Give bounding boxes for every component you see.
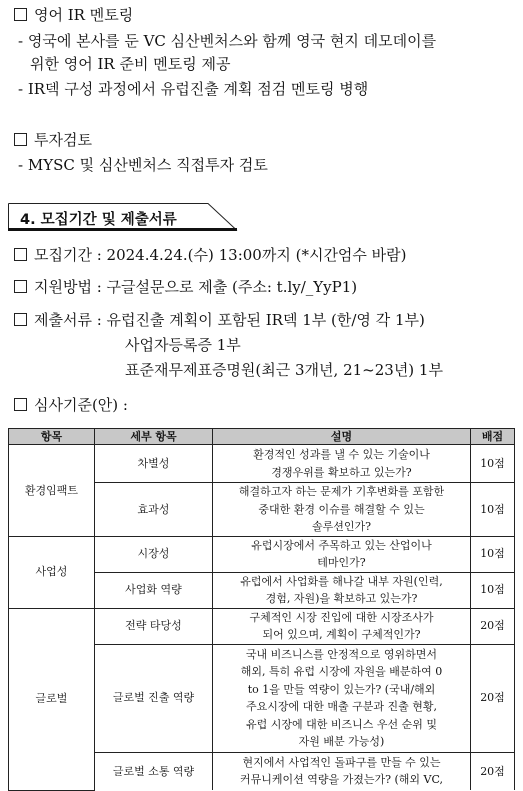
checkbox-square-icon: [14, 313, 27, 326]
continuation-line: 표준재무제표증명원(최근 3개년, 21~23년) 1부: [125, 361, 443, 379]
continuation-line: 사업자등록증 1부: [125, 336, 241, 354]
description-cell: 현지에서 사업적인 돌파구를 만들 수 있는 커뮤니케이션 역량을 가졌는가? (해외 VC,: [213, 752, 471, 790]
checkbox-square-icon: [14, 248, 27, 261]
item-cell: 글로벌 진출 역량: [95, 644, 213, 752]
score-cell: 20점: [471, 752, 515, 790]
checkbox-item: 모집기간 : 2024.4.24.(수) 13:00까지 (*시간엄수 바람): [14, 245, 407, 265]
description-cell: 환경적인 성과를 낼 수 있는 기술이나 경쟁우위를 확보하고 있는가?: [213, 445, 471, 483]
checkbox-item: 영어 IR 멘토링: [14, 5, 133, 25]
checkbox-item: 지원방법 : 구글설문으로 제출 (주소: t.ly/_YyP1): [14, 277, 357, 297]
category-cell: 글로벌: [9, 608, 95, 790]
table-row: [9, 536, 515, 572]
score-cell: 20점: [471, 644, 515, 752]
description-cell: 국내 비즈니스를 안정적으로 영위하면서 해외, 특히 유럽 시장에 자원을 배분하여 0 to 1을 만들 역량이 있는가? (국내/해외 주요시장에 대한 매출 구분과 진출 현황, 유럽 시장에 대한 비즈니스 우선 순위 및 자원 배분 가능성): [213, 644, 471, 752]
header-category: 항목: [9, 429, 95, 445]
section-heading: 4. 모집기간 및 제출서류: [8, 203, 238, 231]
checkbox-square-icon: [14, 398, 27, 411]
checkbox-item: 심사기준(안) :: [14, 395, 128, 415]
description-cell: 해결하고자 하는 문제가 기후변화를 포함한 중대한 환경 이슈를 해결할 수 있는 솔루션인가?: [213, 483, 471, 537]
score-cell: 10점: [471, 483, 515, 537]
score-cell: 20점: [471, 608, 515, 644]
continuation-line: 위한 영어 IR 준비 멘토링 제공: [30, 55, 231, 73]
score-cell: 10점: [471, 572, 515, 608]
dash-item: - MYSC 및 심산벤처스 직접투자 검토: [18, 156, 268, 174]
criteria-table: [8, 428, 515, 791]
header-item: 세부 항목: [95, 429, 213, 445]
checkbox-square-icon: [14, 8, 27, 21]
description-cell: 유럽에서 사업화를 해나갈 내부 자원(인력, 경험, 자원)을 확보하고 있는가?: [213, 572, 471, 608]
item-cell: 전략 타당성: [95, 608, 213, 644]
table-header-row: [9, 429, 515, 445]
header-description: 설명: [213, 429, 471, 445]
score-cell: 10점: [471, 536, 515, 572]
item-cell: 효과성: [95, 483, 213, 537]
score-cell: 10점: [471, 445, 515, 483]
item-cell: 차별성: [95, 445, 213, 483]
table-row: [9, 608, 515, 644]
checkbox-item: 제출서류 : 유럽진출 계획이 포함된 IR덱 1부 (한/영 각 1부): [14, 310, 425, 330]
table-row: [9, 445, 515, 483]
category-cell: 환경임팩트: [9, 445, 95, 537]
description-cell: 유럽시장에서 주목하고 있는 산업이나 테마인가?: [213, 536, 471, 572]
item-cell: 글로벌 소통 역량: [95, 752, 213, 790]
dash-item: - IR덱 구성 과정에서 유럽진출 계획 점검 멘토링 병행: [18, 80, 369, 98]
header-score: 배점: [471, 429, 515, 445]
checkbox-square-icon: [14, 133, 27, 146]
dash-item: - 영국에 본사를 둔 VC 심산벤처스와 함께 영국 현지 데모데이를: [18, 32, 437, 50]
item-cell: 시장성: [95, 536, 213, 572]
description-cell: 구체적인 시장 진입에 대한 시장조사가 되어 있으며, 계획이 구체적인가?: [213, 608, 471, 644]
checkbox-square-icon: [14, 280, 27, 293]
item-cell: 사업화 역량: [95, 572, 213, 608]
category-cell: 사업성: [9, 536, 95, 608]
checkbox-item: 투자검토: [14, 130, 92, 150]
